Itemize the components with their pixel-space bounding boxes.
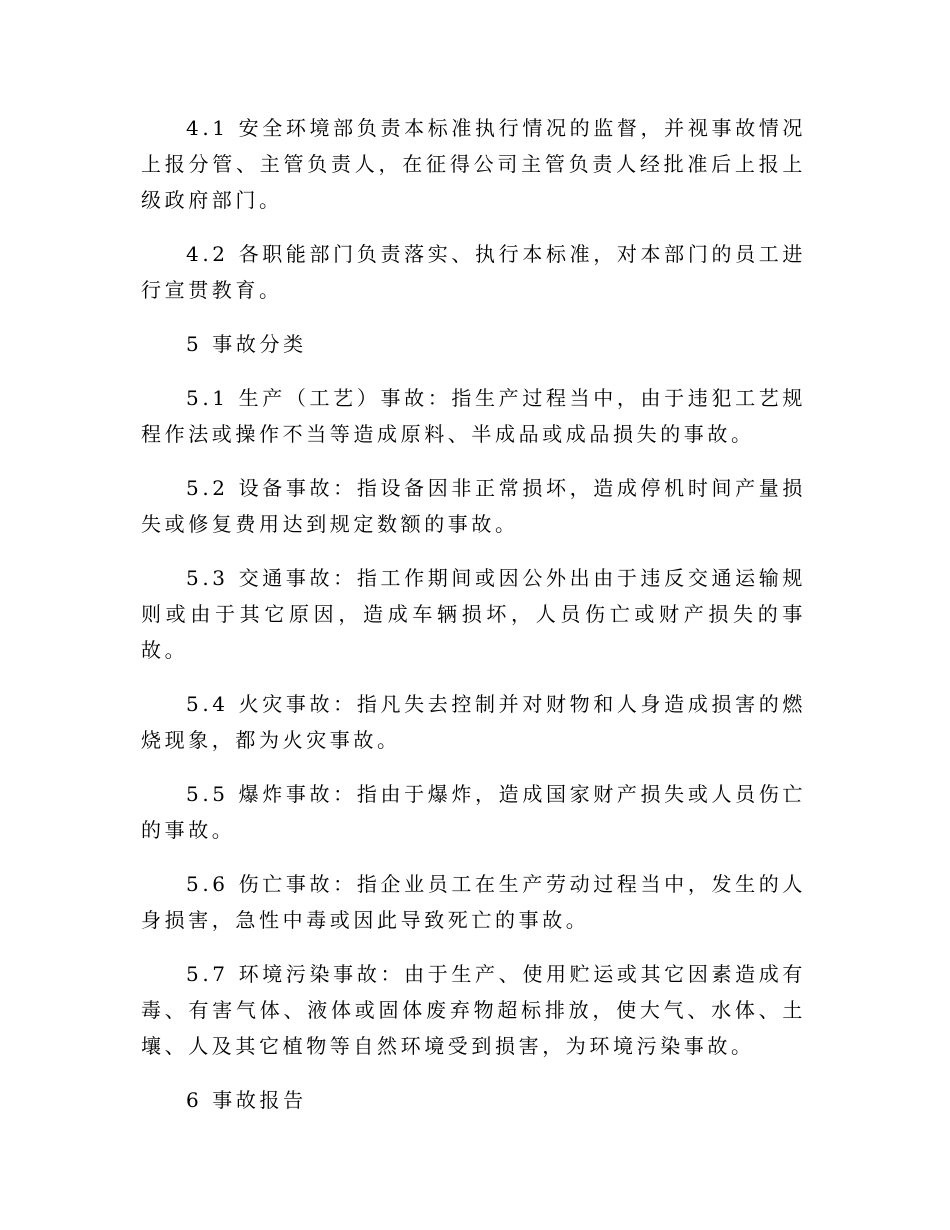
paragraph-5-2: 5.2 设备事故：指设备因非正常损坏，造成停机时间产量损失或修复费用达到规定数额的事故。 <box>141 476 806 536</box>
paragraph-5-4: 5.4 火灾事故：指凡失去控制并对财物和人身造成损害的燃烧现象，都为火灾事故。 <box>141 692 806 752</box>
section-heading-5: 5 事故分类 <box>186 332 307 356</box>
section-heading-6: 6 事故报告 <box>186 1088 307 1112</box>
paragraph-5-5: 5.5 爆炸事故：指由于爆炸，造成国家财产损失或人员伤亡的事故。 <box>141 782 806 842</box>
paragraph-4-2: 4.2 各职能部门负责落实、执行本标准，对本部门的员工进行宣贯教育。 <box>141 242 806 302</box>
paragraph-5-7: 5.7 环境污染事故：由于生产、使用贮运或其它因素造成有毒、有害气体、液体或固体废弃物超标排放，使大气、水体、土壤、人及其它植物等自然环境受到损害，为环境污染事故。 <box>141 962 806 1058</box>
paragraph-5-6: 5.6 伤亡事故：指企业员工在生产劳动过程当中，发生的人身损害，急性中毒或因此导致死亡的事故。 <box>141 872 806 932</box>
paragraph-5-1: 5.1 生产（工艺）事故：指生产过程当中，由于违犯工艺规程作法或操作不当等造成原料、半成品或成品损失的事故。 <box>141 386 806 446</box>
paragraph-5-3: 5.3 交通事故：指工作期间或因公外出由于违反交通运输规则或由于其它原因，造成车辆损坏，人员伤亡或财产损失的事故。 <box>141 566 806 662</box>
document-body <box>141 110 806 1136</box>
paragraph-4-1: 4.1 安全环境部负责本标准执行情况的监督，并视事故情况上报分管、主管负责人，在征得公司主管负责人经批准后上报上级政府部门。 <box>141 116 806 212</box>
